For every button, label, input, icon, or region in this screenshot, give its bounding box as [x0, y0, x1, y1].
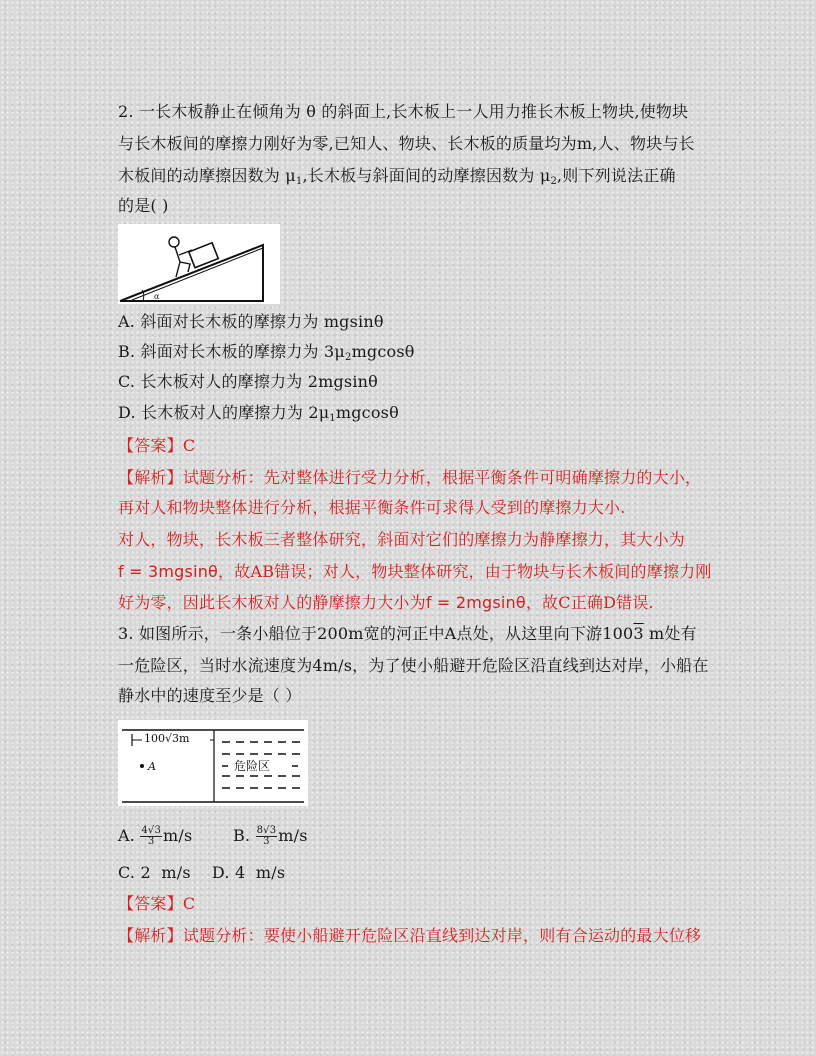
- q2-answer: 【答案】C: [118, 436, 196, 455]
- q2-stem-line-1: 2. 一长木板静止在倾角为 θ 的斜面上,长木板上一人用力推长木板上物块,使物块: [118, 102, 689, 121]
- q2-stem-line-3: 木板间的动摩擦因数为 $\mu_1$,长木板与斜面间的动摩擦因数为 $\mu_2$,则下列说法正确: [118, 166, 676, 187]
- q2-stem-line-2: 与长木板间的摩擦力刚好为零,已知人、物块、长木板的质量均为m,人、物块与长: [118, 134, 695, 153]
- q2-analysis-line-1: 【解析】试题分析：先对整体进行受力分析，根据平衡条件可明确摩擦力的大小，: [118, 468, 702, 487]
- q2-analysis-line-4: f = 3mgsinθ，故AB错误；对人，物块整体研究，由于物块与长木板间的摩擦力刚: [118, 562, 712, 581]
- q3-stem-line-2: 一危险区，当时水流速度为4m/s，为了使小船避开危险区沿直线到达对岸，小船在: [118, 656, 709, 675]
- q2-analysis-line-3: 对人，物块，长木板三者整体研究，斜面对它们的摩擦力为静摩擦力，其大小为: [118, 530, 686, 549]
- q3-options-cd: C. 2 m/s D. 4 m/s: [118, 863, 286, 882]
- q2-incline-figure: [118, 224, 280, 304]
- q2-option-d: D. 长木板对人的摩擦力为 $2\mu_1mgcos\theta$: [118, 403, 399, 424]
- q3-options-ab: [118, 826, 308, 847]
- q2-option-c: C. 长木板对人的摩擦力为 2mgsinθ: [118, 372, 378, 391]
- q3-option-a: A. $\frac{4√3}{3}$ m/s: [118, 825, 193, 847]
- q3-answer: 【答案】C: [118, 894, 196, 913]
- q3-analysis-line-1: 【解析】试题分析：要使小船避开危险区沿直线到达对岸，则有合运动的最大位移: [118, 926, 702, 945]
- danger-zone-label: 危险区: [234, 759, 271, 773]
- q3-stem-line-1: 3. 如图所示，一条小船位于200m宽的河正中A点处，从这里向下游1003 m处有: [118, 624, 697, 643]
- point-a-label: A: [148, 760, 156, 773]
- q2-analysis-line-5: 好为零，因此长木板对人的静摩擦力大小为f = 2mgsinθ，故C正确D错误.: [118, 593, 654, 612]
- q3-river-figure: [118, 720, 308, 806]
- q3-option-b: B. $\frac{8√3}{3}$ m/s: [233, 825, 308, 847]
- incline-diagram: [118, 224, 280, 304]
- q2-analysis-line-2: 再对人和物块整体进行分析，根据平衡条件可求得人受到的摩擦力大小.: [118, 498, 626, 517]
- distance-label: 100√3m: [144, 732, 190, 745]
- q2-option-b: B. 斜面对长木板的摩擦力为 $3\mu_2mgcos\theta$: [118, 342, 415, 363]
- q3-stem-line-3: 静水中的速度至少是（ ）: [118, 686, 302, 705]
- q2-option-a: A. 斜面对长木板的摩擦力为 mgsinθ: [118, 312, 384, 331]
- river-diagram: [118, 720, 308, 806]
- angle-label: α: [154, 292, 160, 301]
- q2-stem-line-4: 的是( ): [118, 196, 169, 215]
